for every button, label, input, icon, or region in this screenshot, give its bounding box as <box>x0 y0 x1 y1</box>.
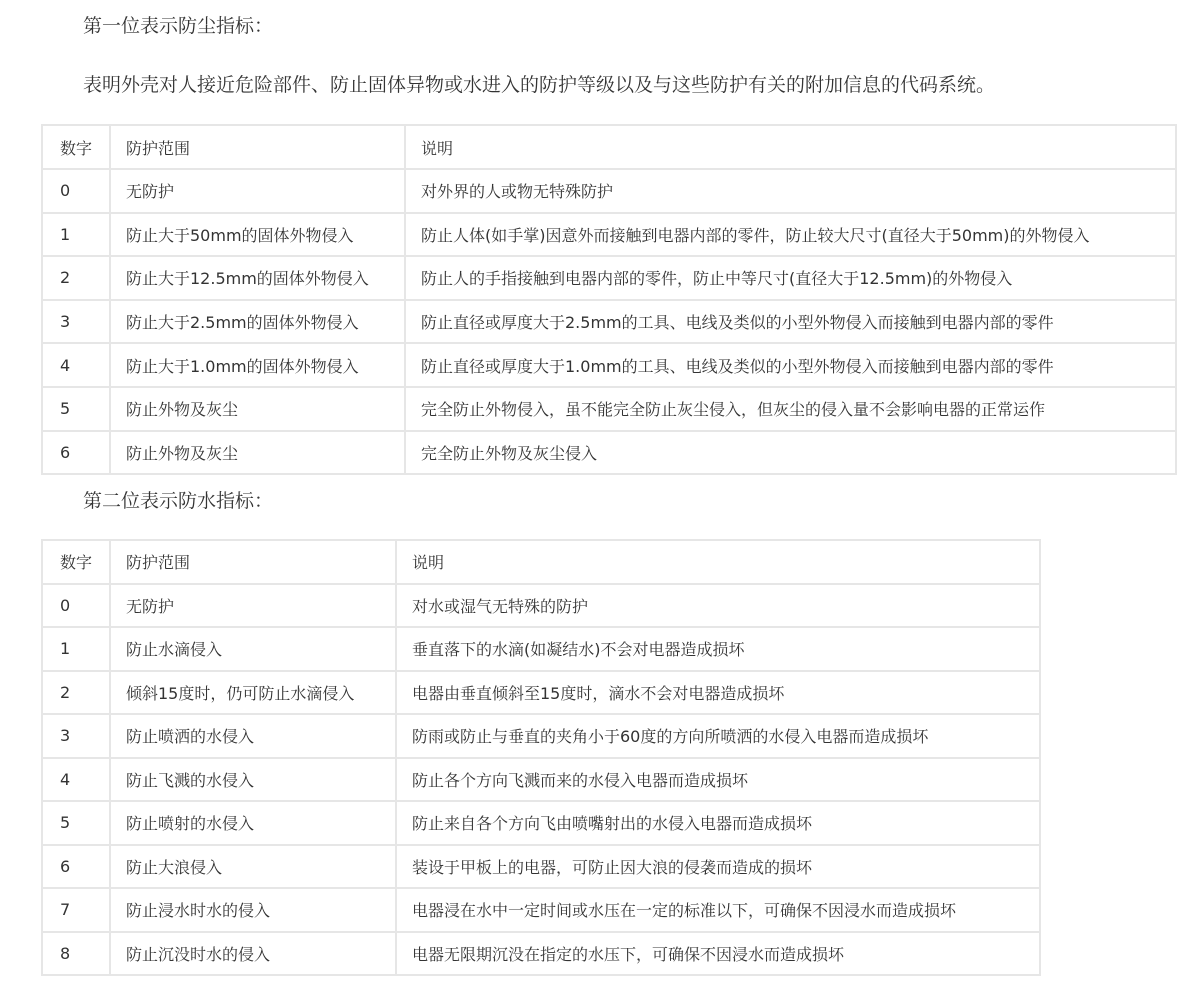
table-row <box>42 256 1176 300</box>
table-row <box>42 845 1040 889</box>
cell-description: 防止直径或厚度大于2.5mm的工具、电线及类似的小型外物侵入而接触到电器内部的零件 <box>405 300 1176 344</box>
cell-description: 电器浸在水中一定时间或水压在一定的标准以下，可确保不因浸水而造成损坏 <box>396 888 1040 932</box>
cell-digit: 3 <box>42 714 110 758</box>
cell-protection-range: 防止大于1.0mm的固体外物侵入 <box>110 343 405 387</box>
cell-protection-range: 防止水滴侵入 <box>110 627 396 671</box>
table-header-row <box>42 540 1040 584</box>
cell-digit: 6 <box>42 431 110 475</box>
cell-digit: 2 <box>42 256 110 300</box>
cell-protection-range: 防止喷洒的水侵入 <box>110 714 396 758</box>
cell-digit: 3 <box>42 300 110 344</box>
cell-digit: 1 <box>42 627 110 671</box>
table-row <box>42 888 1040 932</box>
table-row <box>42 300 1176 344</box>
cell-digit: 5 <box>42 801 110 845</box>
cell-protection-range: 防止飞溅的水侵入 <box>110 758 396 802</box>
table-row <box>42 343 1176 387</box>
cell-digit: 8 <box>42 932 110 976</box>
dust-section-intro: 表明外壳对人接近危险部件、防止固体异物或水进入的防护等级以及与这些防护有关的附加信息的代码系统。 <box>83 74 996 96</box>
cell-digit: 4 <box>42 758 110 802</box>
table-row <box>42 431 1176 475</box>
table-row <box>42 758 1040 802</box>
cell-description: 装设于甲板上的电器，可防止因大浪的侵袭而造成的损坏 <box>396 845 1040 889</box>
cell-description: 防止各个方向飞溅而来的水侵入电器而造成损坏 <box>396 758 1040 802</box>
table-row <box>42 213 1176 257</box>
cell-digit: 1 <box>42 213 110 257</box>
dust-table-body <box>42 125 1176 474</box>
cell-protection-range: 防止沉没时水的侵入 <box>110 932 396 976</box>
cell-description: 防雨或防止与垂直的夹角小于60度的方向所喷洒的水侵入电器而造成损坏 <box>396 714 1040 758</box>
cell-protection-range: 防止浸水时水的侵入 <box>110 888 396 932</box>
cell-protection-range: 防止大于12.5mm的固体外物侵入 <box>110 256 405 300</box>
header-cell-digit: 数字 <box>42 540 110 584</box>
cell-description: 电器无限期沉没在指定的水压下，可确保不因浸水而造成损坏 <box>396 932 1040 976</box>
table-row <box>42 627 1040 671</box>
cell-description: 垂直落下的水滴(如凝结水)不会对电器造成损坏 <box>396 627 1040 671</box>
header-cell-digit: 数字 <box>42 125 110 169</box>
table-header-row <box>42 125 1176 169</box>
cell-description: 防止人的手指接触到电器内部的零件，防止中等尺寸(直径大于12.5mm)的外物侵入 <box>405 256 1176 300</box>
cell-digit: 5 <box>42 387 110 431</box>
header-cell-protection-range: 防护范围 <box>110 540 396 584</box>
cell-description: 完全防止外物侵入，虽不能完全防止灰尘侵入，但灰尘的侵入量不会影响电器的正常运作 <box>405 387 1176 431</box>
cell-protection-range: 无防护 <box>110 169 405 213</box>
cell-protection-range: 无防护 <box>110 584 396 628</box>
header-cell-description: 说明 <box>396 540 1040 584</box>
table-row <box>42 671 1040 715</box>
cell-description: 防止直径或厚度大于1.0mm的工具、电线及类似的小型外物侵入而接触到电器内部的零件 <box>405 343 1176 387</box>
table-row <box>42 801 1040 845</box>
water-table-body <box>42 540 1040 975</box>
water-section-heading: 第二位表示防水指标： <box>83 490 274 512</box>
cell-protection-range: 防止大于50mm的固体外物侵入 <box>110 213 405 257</box>
cell-digit: 2 <box>42 671 110 715</box>
water-protection-table <box>41 539 1041 976</box>
cell-digit: 7 <box>42 888 110 932</box>
table-row <box>42 387 1176 431</box>
table-row <box>42 932 1040 976</box>
cell-description: 防止人体(如手掌)因意外而接触到电器内部的零件，防止较大尺寸(直径大于50mm)的外物侵入 <box>405 213 1176 257</box>
header-cell-protection-range: 防护范围 <box>110 125 405 169</box>
cell-protection-range: 防止大浪侵入 <box>110 845 396 889</box>
cell-description: 防止来自各个方向飞由喷嘴射出的水侵入电器而造成损坏 <box>396 801 1040 845</box>
cell-protection-range: 防止外物及灰尘 <box>110 431 405 475</box>
dust-section-heading: 第一位表示防尘指标： <box>83 15 274 37</box>
table-row <box>42 714 1040 758</box>
cell-digit: 6 <box>42 845 110 889</box>
cell-description: 对外界的人或物无特殊防护 <box>405 169 1176 213</box>
cell-protection-range: 防止大于2.5mm的固体外物侵入 <box>110 300 405 344</box>
cell-digit: 0 <box>42 169 110 213</box>
cell-protection-range: 防止外物及灰尘 <box>110 387 405 431</box>
cell-description: 对水或湿气无特殊的防护 <box>396 584 1040 628</box>
dust-protection-table <box>41 124 1177 475</box>
cell-protection-range: 防止喷射的水侵入 <box>110 801 396 845</box>
header-cell-description: 说明 <box>405 125 1176 169</box>
table-row <box>42 169 1176 213</box>
cell-description: 电器由垂直倾斜至15度时，滴水不会对电器造成损坏 <box>396 671 1040 715</box>
cell-description: 完全防止外物及灰尘侵入 <box>405 431 1176 475</box>
cell-digit: 4 <box>42 343 110 387</box>
table-row <box>42 584 1040 628</box>
cell-digit: 0 <box>42 584 110 628</box>
cell-protection-range: 倾斜15度时，仍可防止水滴侵入 <box>110 671 396 715</box>
